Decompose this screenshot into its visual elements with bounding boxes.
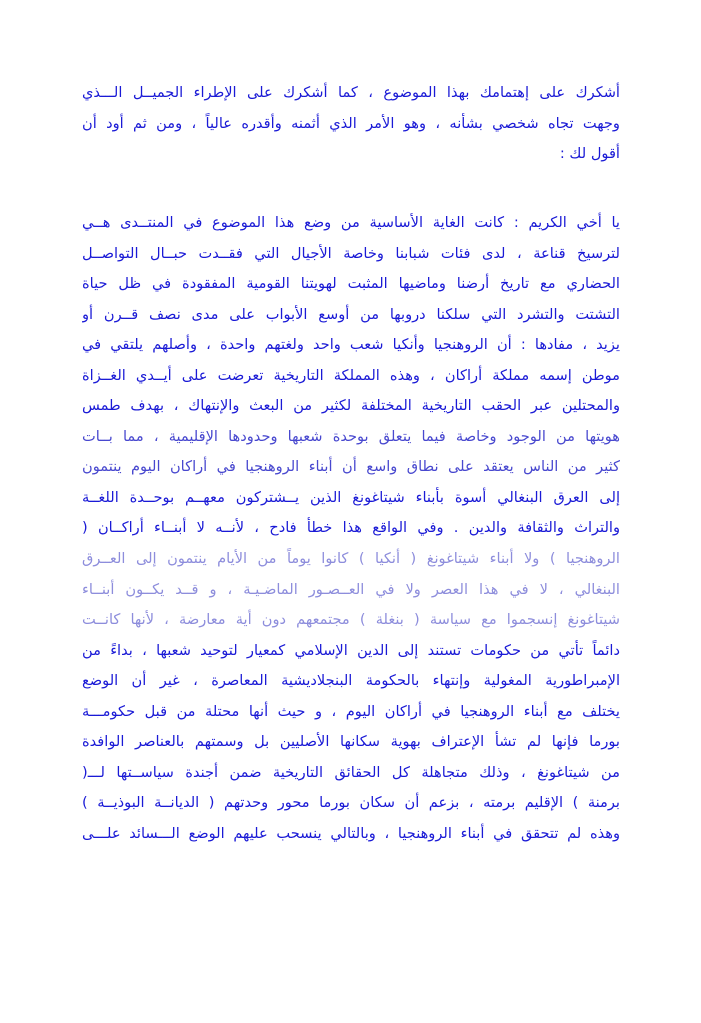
- paragraph-2-line-1: يا أخي الكريم : كانت الغاية الأساسية من وضع هذا الموضوع في المنتــدى هــي: [82, 214, 620, 231]
- paragraph-2-line-10: إلى العرق البنغالي أسوة بأبناء شيتاغونغ الذين يــشتركون معهــم بوحــدة اللغــة: [82, 488, 620, 506]
- paragraph-2-line-6: موطن إسمه مملكة أراكان ، وهذه المملكة التاريخية تعرضت على أيــدي الغــزاة: [82, 366, 620, 384]
- paragraph-2-line-19: من شيتاغونغ ، وذلك متجاهلة كل الحقائق التاريخية ضمن أجندة سياســتها لـــ(: [82, 763, 620, 781]
- paragraph-2-line-21: وهذه لم تتحقق في أبناء الروهنجيا ، وبالتالي ينسحب عليهم الوضع الـــسائد علـــى: [82, 824, 620, 842]
- paragraph-2-line-13: البنغالي ، لا في هذا العصر ولا في العــصـور الماضـيـة ، و قــد يكــون أبنــاء: [82, 580, 620, 598]
- paragraph-1-line-3: أقول لك :: [559, 145, 620, 163]
- paragraph-1-line-1: أشكرك على إهتمامك بهذا الموضوع ، كما أشكرك على الإطراء الجميــل الـــذي: [82, 84, 620, 101]
- paragraph-2: [82, 208, 620, 849]
- paragraph-2-line-5: يزيد ، مفادها : أن الروهنجيا وأنكيا شعب واحد ولغتهم واحدة ، وأصلهم يلتقي في: [82, 336, 620, 354]
- paragraph-1-line-2: وجهت تجاه شخصي بشأنه ، وهو الأمر الذي أثمنه وأقدره عالياً ، ومن ثم أود أن: [82, 114, 620, 132]
- paragraph-2-line-3: الحضاري مع تاريخ أرضنا وماضيها المثبت لهويتنا القومية المفقودة في ظل حياة: [82, 275, 620, 293]
- paragraph-2-line-20: برمنة ) الإقليم برمته ، بزعم أن سكان بورما محور وحدتهم ( الديانــة البوذيــة ): [82, 794, 620, 812]
- paragraph-2-line-11: والتراث والثقافة والدين . وفي الواقع هذا خطأ فادح ، لأنــه لا أبنــاء أراكــان (: [82, 519, 620, 537]
- paragraph-2-line-16: الإمبراطورية المغولية وإنتهاء بالحكومة البنجلاديشية المعاصرة ، غير أن الوضع: [82, 672, 620, 690]
- paragraph-2-line-9: كثير من الناس يعتقد على نطاق واسع أن أبناء الروهنجيا في أراكان اليوم ينتمون: [82, 458, 620, 476]
- paragraph-2-line-15: دائماً تأتي من حكومات تستند إلى الدين الإسلامي كمعيار لتوحيد شعبها ، بداءً من: [82, 641, 620, 659]
- paragraph-2-line-8: هويتها من الوجود وخاصة فيما يتعلق بوحدة شعبها وحدودها الإقليمية ، مما بــات: [82, 427, 620, 445]
- paragraph-2-line-14: شيتاغونغ إنسجموا مع سياسة ( بنغلة ) مجتمعهم دون أية معارضة ، لأنها كانــت: [82, 611, 620, 629]
- paragraph-2-line-7: والمحتلين عبر الحقب التاريخية المختلفة لكثير من البعث والإنتهاك ، بهدف طمس: [82, 397, 620, 415]
- paragraph-2-line-4: التشتت والتشرد التي سلكنا دروبها من أوسع الأبواب على مدى نصف قــرن أو: [82, 305, 620, 323]
- paragraph-1: [82, 78, 620, 170]
- paragraph-2-line-2: لترسيخ قناعة ، لدى فئات شبابنا وخاصة الأجيال التي فقــدت حبــال التواصــل: [82, 244, 620, 262]
- paragraph-2-line-17: يختلف مع أبناء الروهنجيا في أراكان اليوم ، و حيث أنها محتلة من قبل حكومـــة: [82, 702, 620, 720]
- paragraph-2-line-12: الروهنجيا ) ولا أبناء شيتاغونغ ( أنكيا ) كانوا يوماً من الأيام ينتمون إلى العــرق: [82, 550, 620, 568]
- paragraph-2-line-18: بورما فإنها لم تشأ الإعتراف بهوية سكانها الأصليين بل وسمتهم بالعناصر الوافدة: [82, 733, 620, 751]
